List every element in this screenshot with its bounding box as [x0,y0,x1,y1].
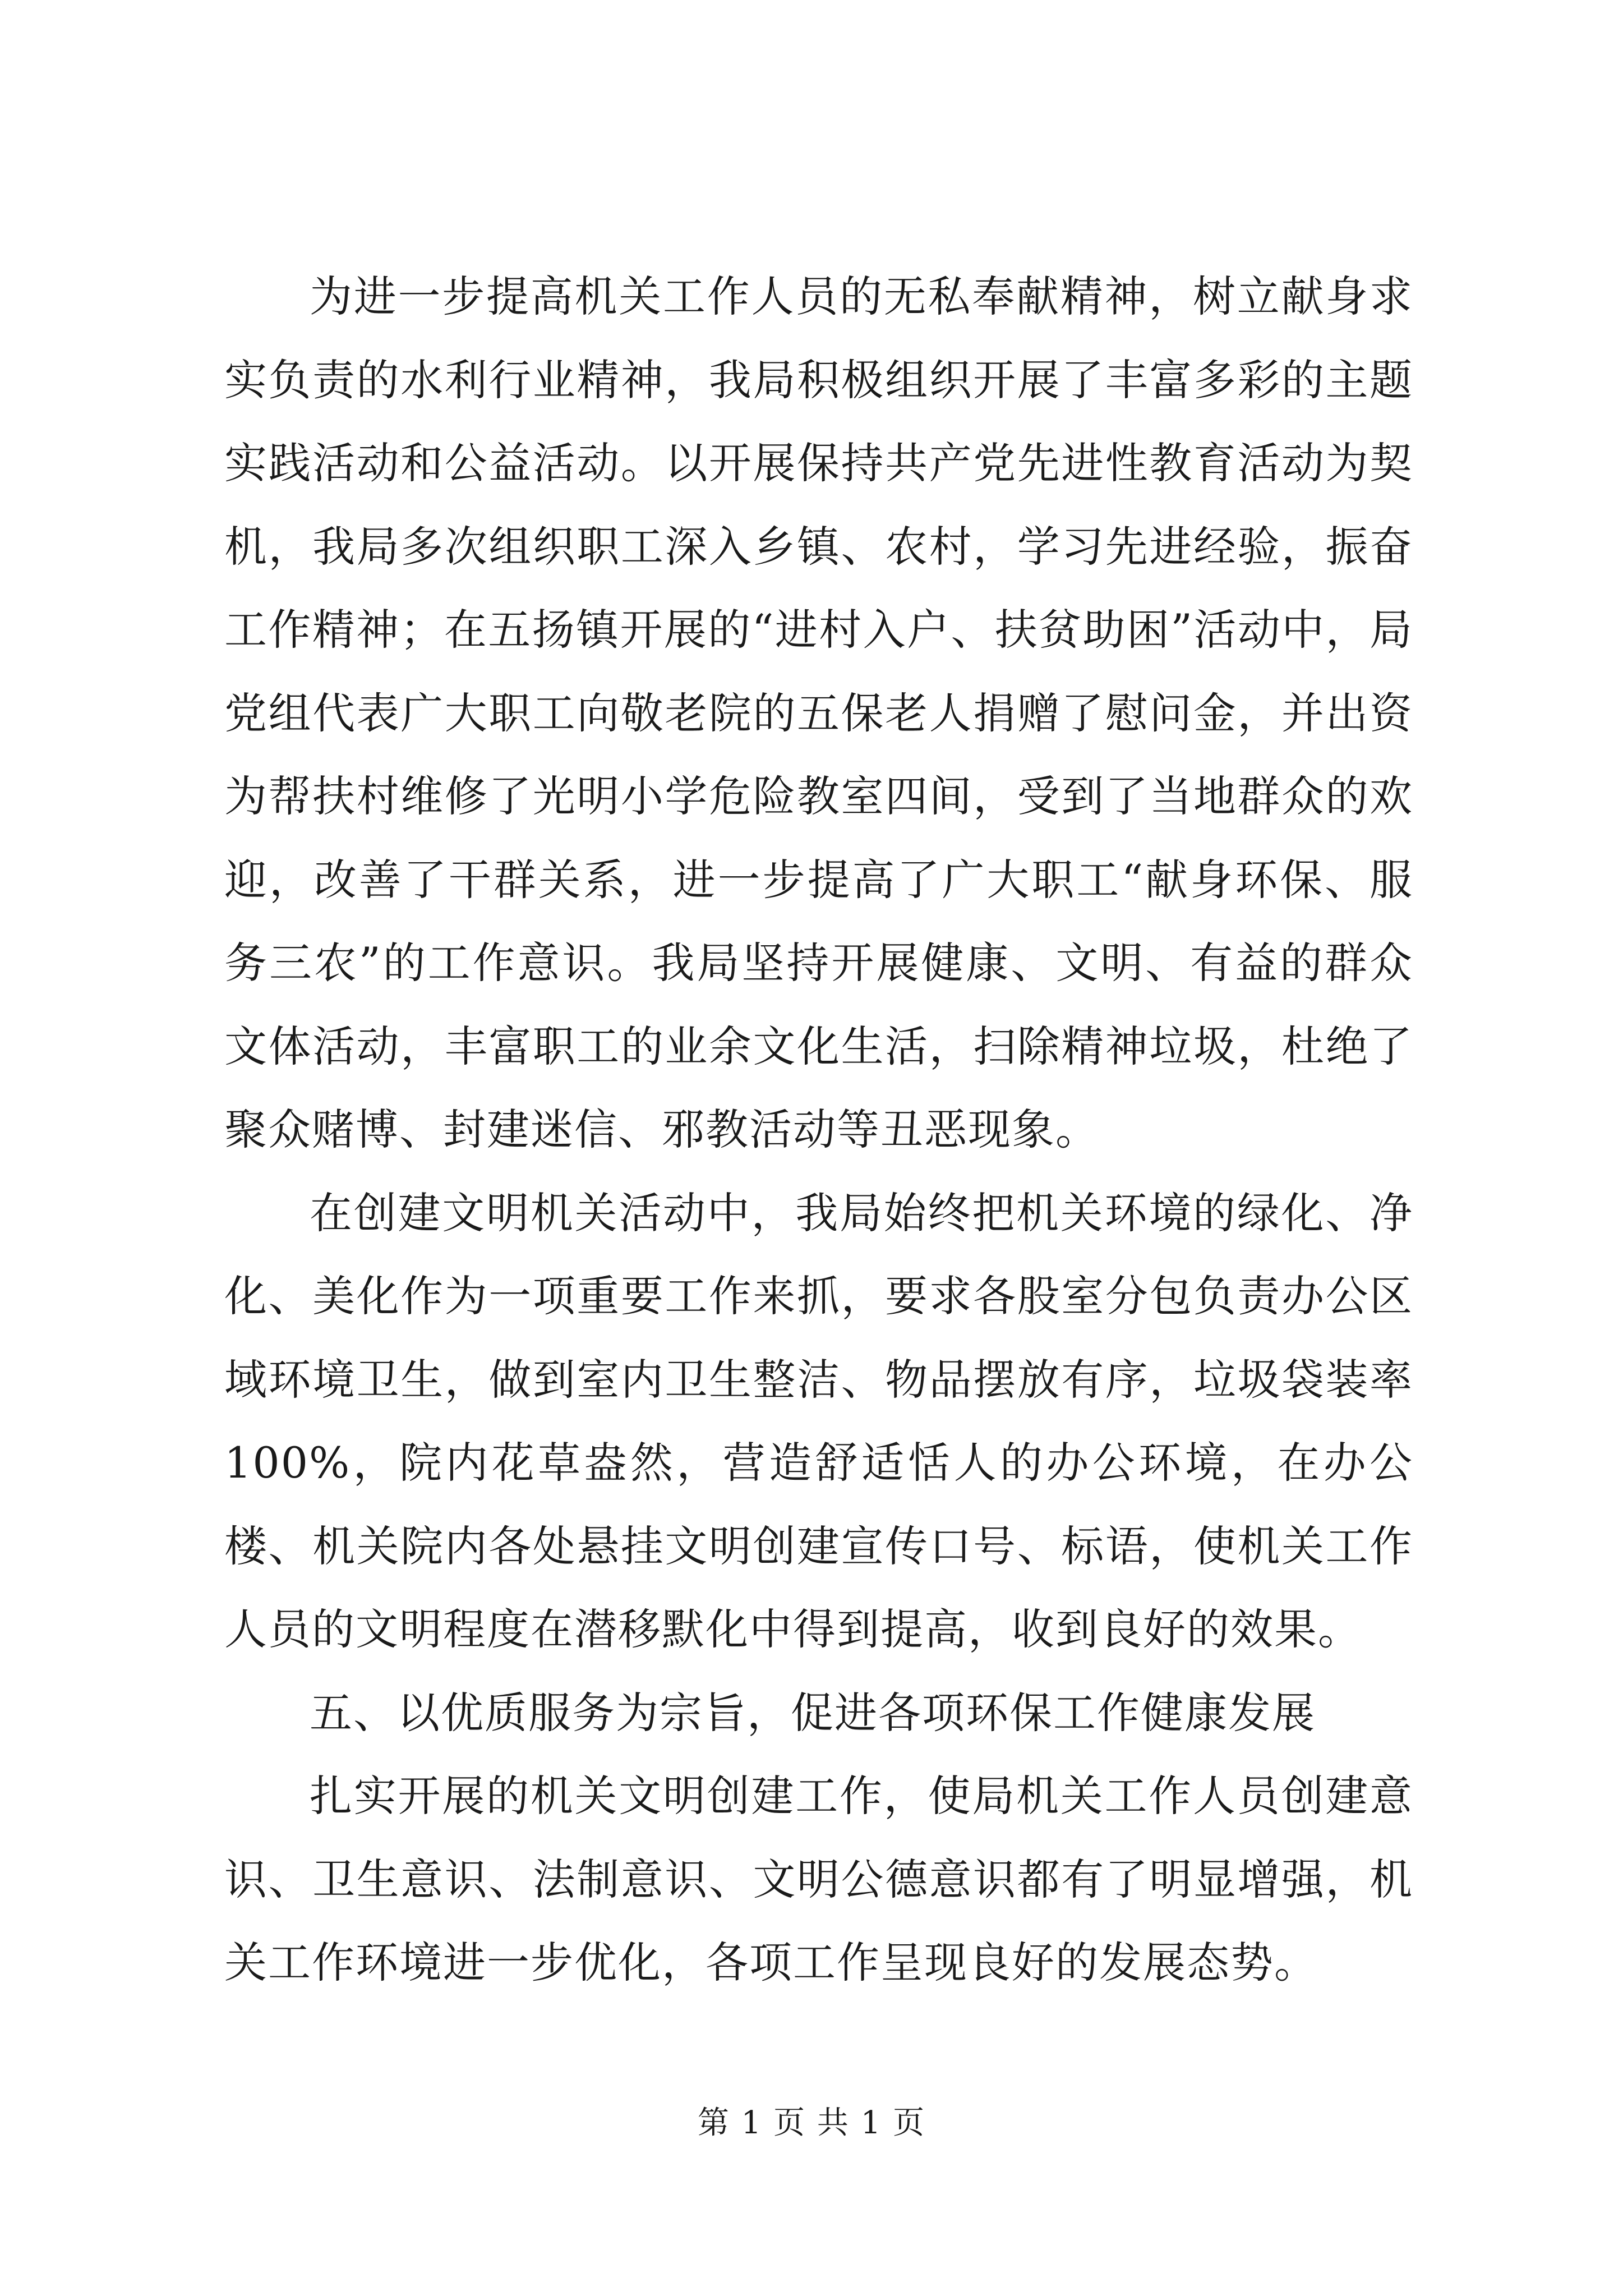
paragraph-1: 为进一步提高机关工作人员的无私奉献精神，树立献身求实负责的水利行业精神，我局积极组织开展了丰富多彩的主题实践活动和公益活动。以开展保持共产党先进性教育活动为契机，我局多次组织职工深入乡镇、农村，学习先进经验，振奋工作精神；在五扬镇开展的“进村入户、扶贫助困”活动中，局党组代表广大职工向敬老院的五保老人捐赠了慰问金，并出资为帮扶村维修了光明小学危险教室四间，受到了当地群众的欢迎，改善了干群关系，进一步提高了广大职工“献身环保、服务三农”的工作意识。我局坚持开展健康、文明、有益的群众文体活动，丰富职工的业余文化生活，扫除精神垃圾，杜绝了聚众赌博、封建迷信、邪教活动等丑恶现象。 [224,272,1413,1154]
page-footer: 第 1 页 共 1 页 [697,2105,926,2141]
section-heading: 五、以优质服务为宗旨，促进各项环保工作健康发展 [310,1687,1316,1738]
document-body [224,255,1413,2005]
paragraph-3: 扎实开展的机关文明创建工作，使局机关工作人员创建意识、卫生意识、法制意识、文明公德意识都有了明显增强，机关工作环境进一步优化，各项工作呈现良好的发展态势。 [224,1771,1413,1987]
paragraph-2: 在创建文明机关活动中，我局始终把机关环境的绿化、净化、美化作为一项重要工作来抓，要求各股室分包负责办公区域环境卫生，做到室内卫生整洁、物品摆放有序，垃圾袋装率100%，院内花草盎然，营造舒适恬人的办公环境，在办公楼、机关院内各处悬挂文明创建宣传口号、标语，使机关工作人员的文明程度在潜移默化中得到提高，收到良好的效果。 [224,1188,1413,1654]
